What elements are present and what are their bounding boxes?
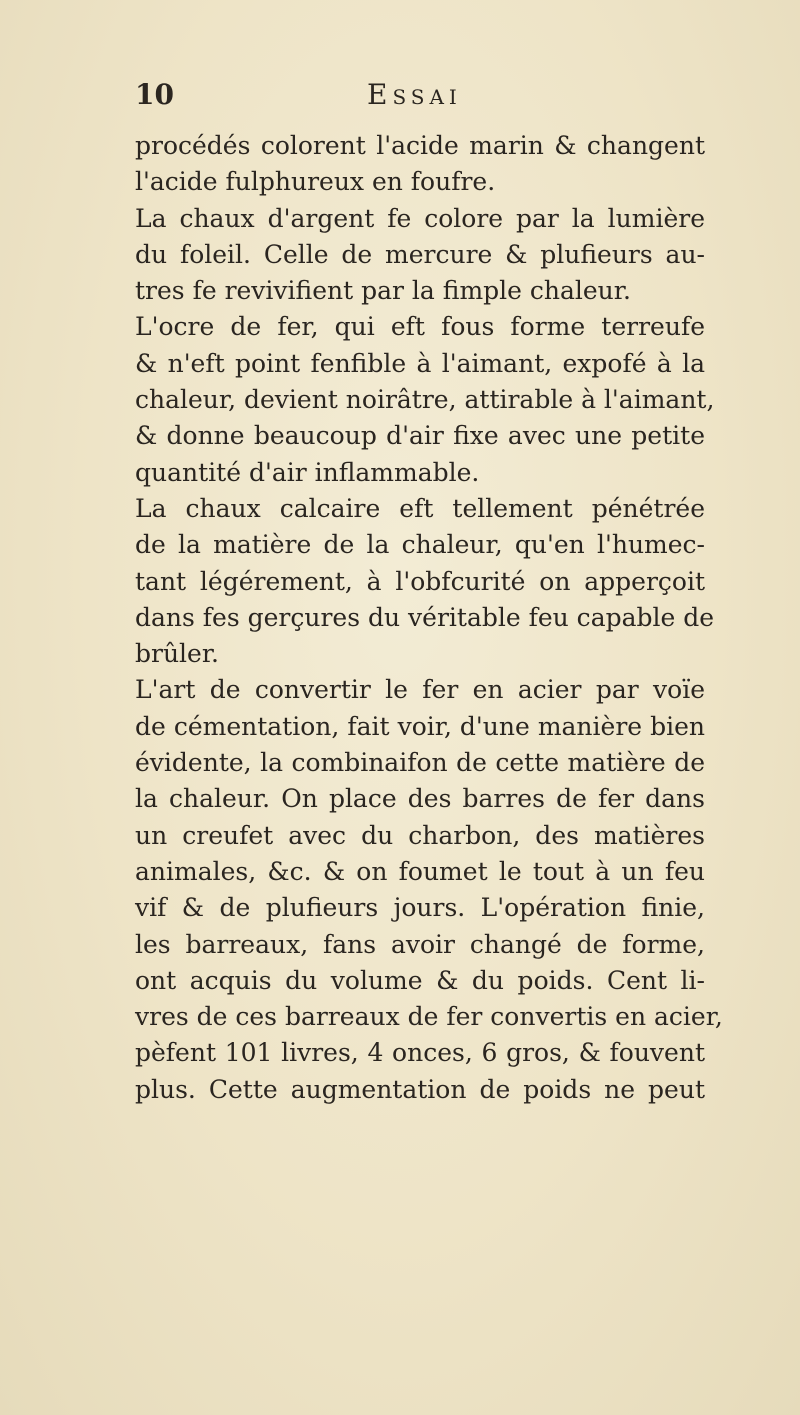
text-line: la chaleur. On place des barres de fer dans [135,784,705,814]
text-line: animales, &c. & on foumet le tout à un feu [135,856,705,886]
running-title: Essai [367,78,462,111]
text-line: pèfent 101 livres, 4 onces, 6 gros, & fouvent [135,1038,705,1068]
text-line: tres fe revivifient par la fimple chaleur. [135,276,631,306]
text-line: ont acquis du volume & du poids. Cent li- [135,965,705,995]
text-line: un creufet avec du charbon, des matières [135,820,705,850]
text-line: de la matière de la chaleur, qu'en l'humec- [135,530,705,560]
text-line: & donne beaucoup d'air fixe avec une petite [135,421,705,451]
text-line: L'ocre de fer, qui eft fous forme terreufe [135,312,705,342]
text-line: La chaux d'argent fe colore par la lumière [135,203,705,233]
text-line: tant légérement, à l'obfcurité on apperçoit [135,566,705,596]
page-number: 10 [135,78,174,111]
body-text [135,128,723,1108]
text-line: procédés colorent l'acide marin & changent [135,131,705,160]
text-line: vres de ces barreaux de fer convertis en acier, [135,1002,723,1032]
text-line: chaleur, devient noirâtre, attirable à l'aimant, [135,385,715,415]
text-line: de cémentation, fait voir, d'une manière bien [135,711,705,741]
text-line: La chaux calcaire eft tellement pénétrée [135,493,705,523]
text-line: L'art de convertir le fer en acier par voïe [135,675,705,705]
text-line: vif & de plufieurs jours. L'opération finie, [135,893,705,923]
text-line: brûler. [135,639,219,669]
text-line: dans fes gerçures du véritable feu capable de [135,602,715,632]
text-line: les barreaux, fans avoir changé de forme, [135,929,705,959]
text-line: quantité d'air inflammable. [135,457,480,487]
text-line: du foleil. Celle de mercure & plufieurs au- [135,239,705,269]
text-line: & n'eft point fenfible à l'aimant, expofé à la [135,348,705,378]
page-header [135,78,695,118]
text-line: plus. Cette augmentation de poids ne peut [135,1074,705,1104]
text-line: l'acide fulphureux en foufre. [135,167,496,197]
text-line: évidente, la combinaifon de cette matière de [135,748,705,778]
